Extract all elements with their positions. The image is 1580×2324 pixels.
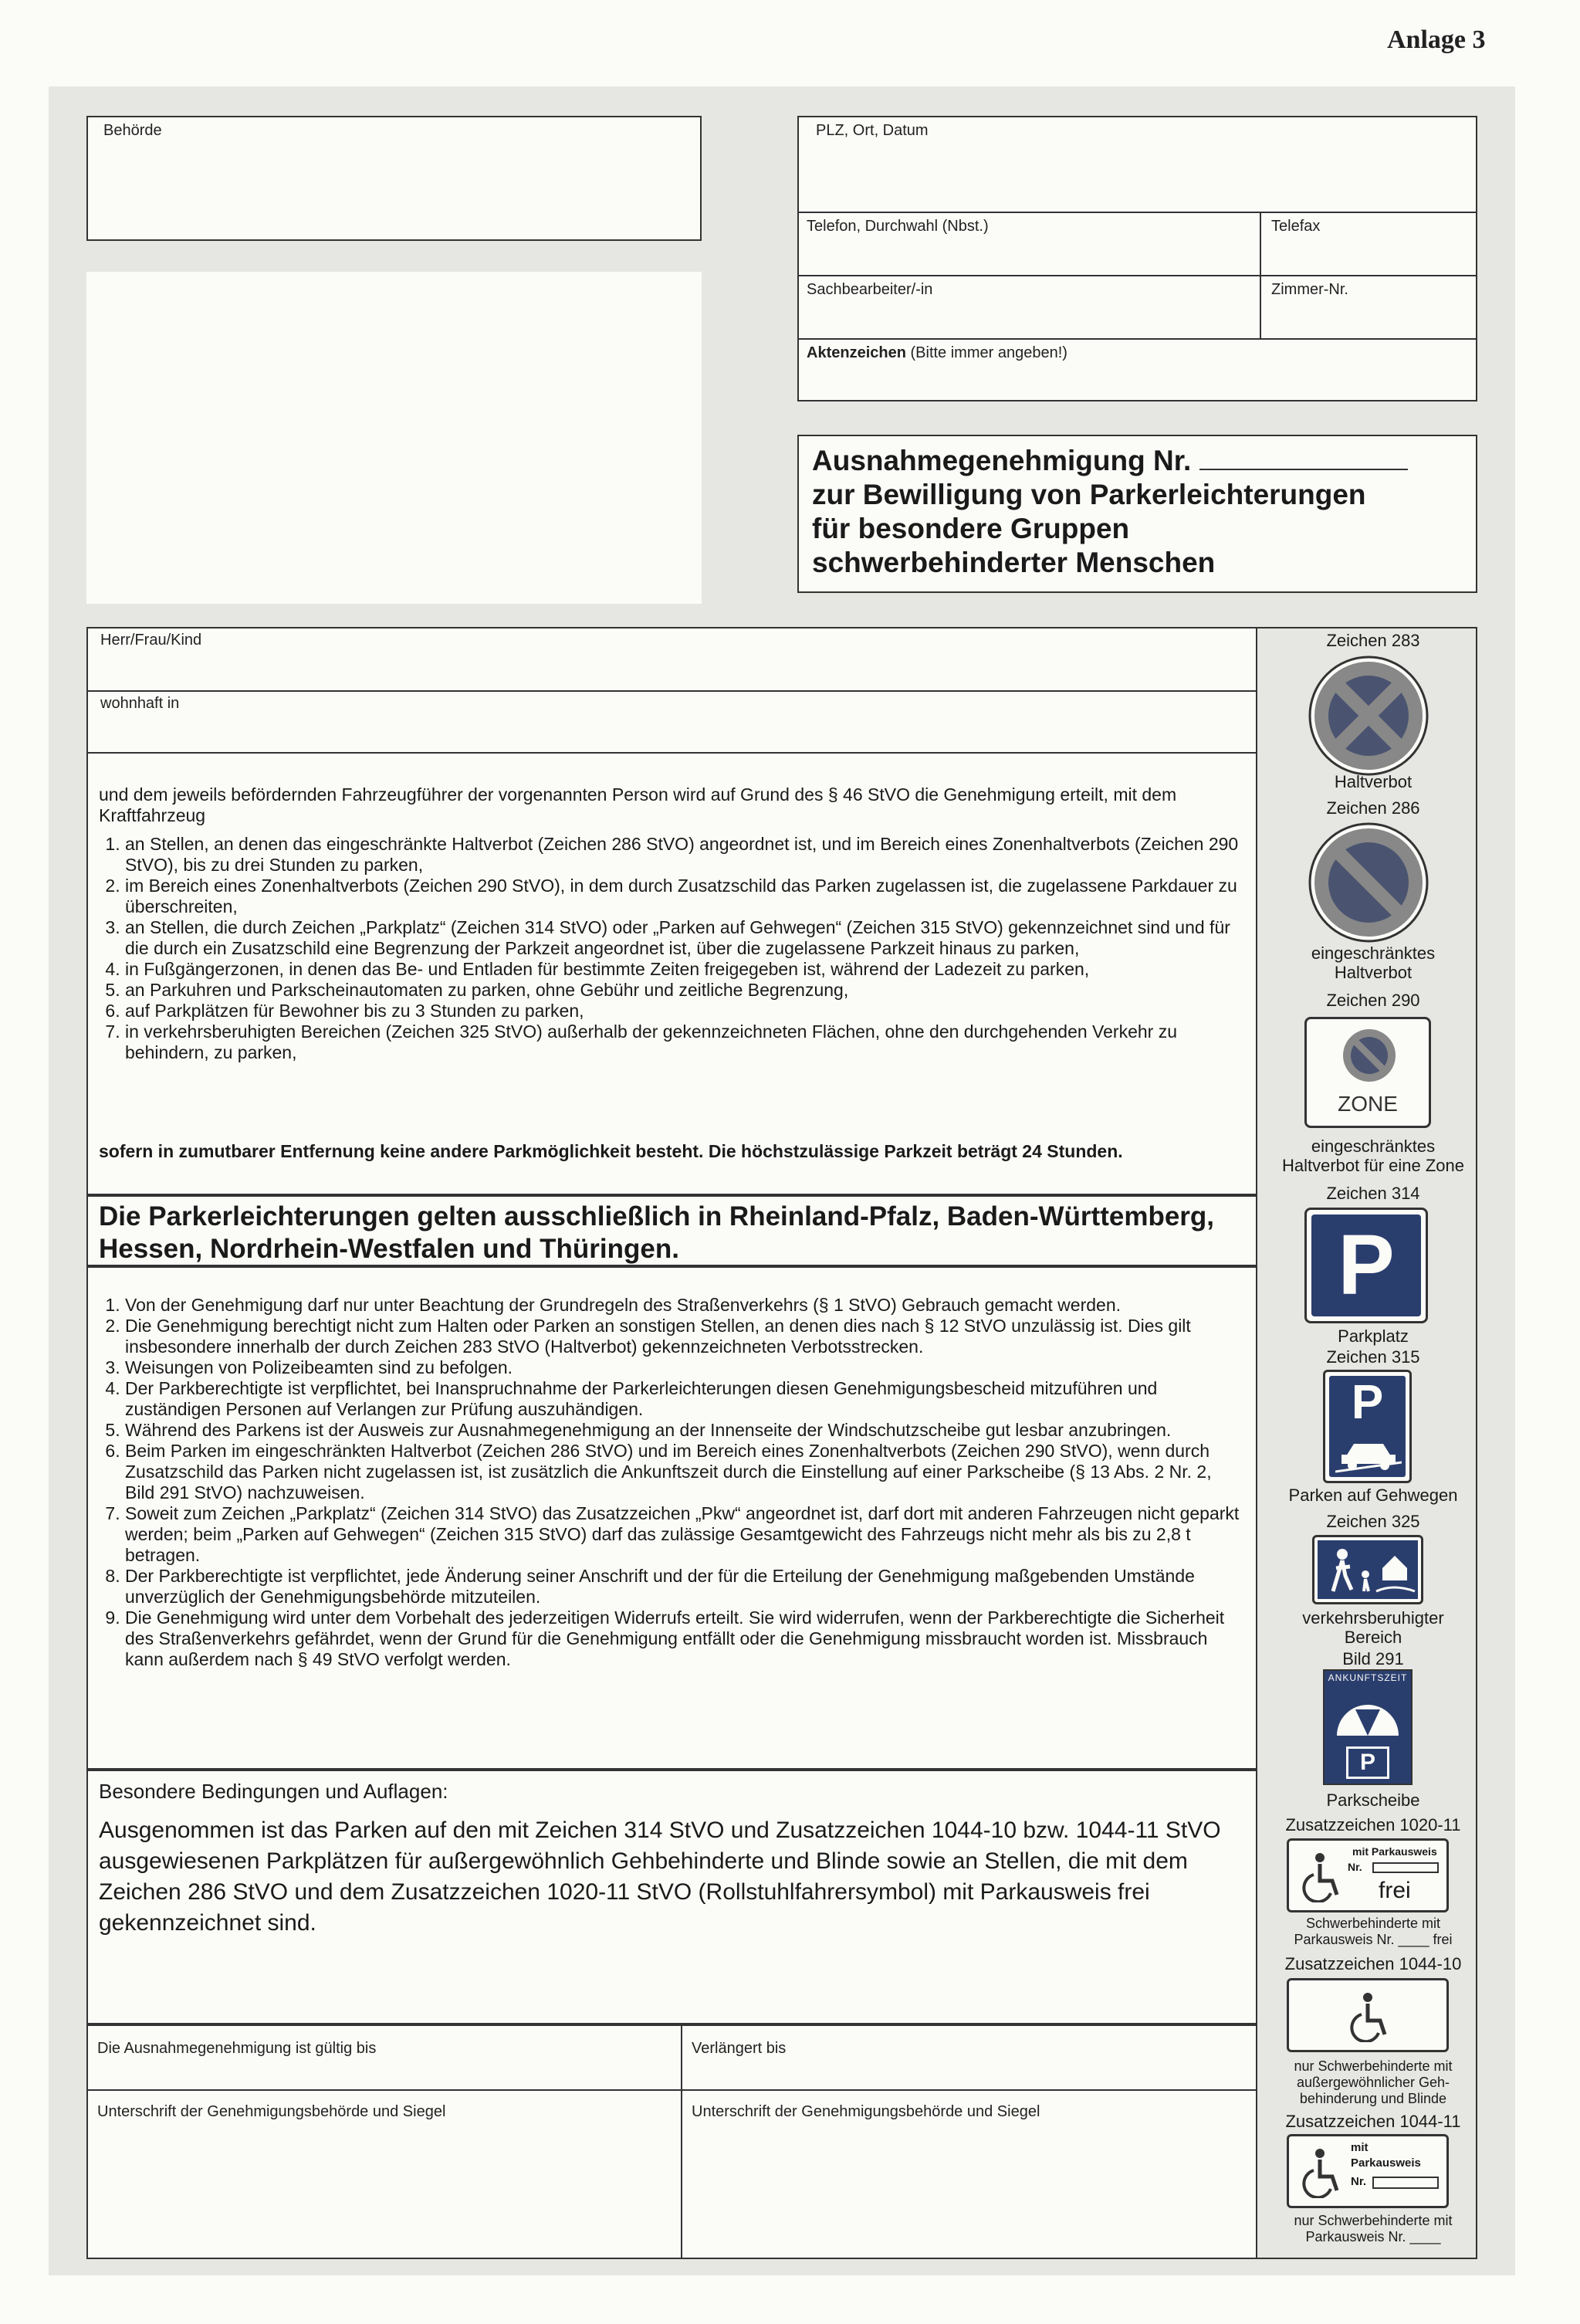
signature-label-right: Unterschrift der Genehmigungsbehörde und Siegel [692, 2103, 1040, 2120]
grant-item: 6. auf Parkplätzen für Bewohner bis zu 3 Stunden zu parken, [125, 1001, 1241, 1021]
signature-label-left: Unterschrift der Genehmigungsbehörde und Siegel [97, 2103, 446, 2120]
special-text: Ausgenommen ist das Parken auf den mit Zeichen 314 StVO und Zusatzzeichen 1044-10 bzw. 1044-11 StVO ausgewiesenen Parkplätzen für außergewöhnlich Gehbehinderte und Blinde sowie an Stellen, die mit dem Zeichen 286 StVO und dem Zusatzzeichen 1020-11 StVO (Rollstuhlfahrersymbol) mit Parkausweis frei gekennzeichnet sind. [99, 1818, 1221, 1936]
wheelchair-sign-frei: frei [1379, 1878, 1411, 1903]
wheelchair-permit-sign-icon [1287, 2134, 1449, 2208]
sign-314-title: Zeichen 314 [1326, 1184, 1420, 1203]
wheelchair-permit-free-sign-icon [1287, 1838, 1449, 1912]
sign-315-caption: Parken auf Gehwegen [1288, 1486, 1458, 1505]
sign-286-caption-1: eingeschränktes [1311, 943, 1436, 963]
divider [799, 275, 1476, 276]
grant-item: 4. in Fußgängerzonen, in denen das Be- und Entladen für bestimmte Zeiten freigegeben ist, während der Ladezeit zu parken, [125, 959, 1241, 980]
add-sign-1044-10-caption-2: außergewöhnlicher Geh- [1296, 2075, 1450, 2090]
sidewalk-sign-letter: P [1351, 1376, 1384, 1429]
divider [799, 212, 1476, 213]
limited-no-stopping-sign-icon [1305, 821, 1432, 944]
sign-286-caption-2: Haltverbot [1334, 963, 1413, 982]
permit-sign-nr: Nr. [1351, 2175, 1367, 2188]
valid-until-label: Die Ausnahmegenehmigung ist gültig bis [97, 2040, 377, 2057]
add-sign-1044-10-caption-1: nur Schwerbehinderte mit [1294, 2058, 1453, 2074]
sign-314-caption: Parkplatz [1338, 1326, 1409, 1346]
divider [681, 2026, 682, 2258]
divider [88, 690, 1256, 692]
divider [799, 338, 1476, 340]
title-line-3: für besondere Gruppen [812, 513, 1130, 544]
title-line-2: zur Bewilligung von Parkerleichterungen [812, 479, 1366, 510]
permit-title [812, 444, 1408, 580]
condition-item: 5. Während des Parkens ist der Ausweis zur Ausnahmegenehmigung an der Innenseite der Windschutzscheibe gut lesbar anzubringen. [125, 1420, 1241, 1441]
name-label: Herr/Frau/Kind [100, 632, 202, 649]
condition-item: 9. Die Genehmigung wird unter dem Vorbehalt des jederzeitigen Widerrufs erteilt. Sie wird widerrufen, wenn der Parkberechtigte die Sicherheit des Straßenverkehrs gefährdet, wenn der Grund für die Genehmigung entfällt oder die Genehmigung missbraucht worden ist. Missbrauch kann außerdem nach § 49 StVO verfolgt werden. [125, 1607, 1241, 1670]
wheelchair-only-sign-icon [1287, 1978, 1449, 2052]
file-ref-label [807, 344, 1067, 362]
grant-list [99, 834, 1241, 1063]
conditions-list [99, 1295, 1241, 1670]
footer-fields [86, 2024, 1257, 2259]
sign-283-caption: Haltverbot [1334, 772, 1413, 791]
title-line-1: Ausnahmegenehmigung Nr. [812, 444, 1408, 478]
permit-number-field [1372, 1862, 1439, 1873]
validity-zone: Die Parkerleichterungen gelten ausschließlich in Rheinland-Pfalz, Baden-Württemberg, Hessen, Nordrhein-Westfalen und Thüringen. [99, 1201, 1215, 1264]
add-sign-1020-caption-1: Schwerbehinderte mit [1305, 1916, 1441, 1931]
divider [88, 2089, 1256, 2091]
authority-box [86, 116, 702, 241]
sign-325-title: Zeichen 325 [1326, 1512, 1420, 1531]
parking-sign-icon [1304, 1208, 1428, 1323]
special-label: Besondere Bedingungen und Auflagen: [99, 1780, 448, 1803]
add-sign-1044-10-caption-3: behinderung und Blinde [1299, 2091, 1447, 2106]
grant-item: 1. an Stellen, an denen das eingeschränkte Haltverbot (Zeichen 286 StVO) angeordnet ist, und im Bereich eines Zonenhaltverbots (Zeichen 290 StVO), bis zu drei Stunden zu parken, [125, 834, 1241, 876]
file-ref-note: (Bitte immer angeben!) [905, 344, 1067, 361]
condition-item: 7. Soweit zum Zeichen „Parkplatz“ (Zeichen 314 StVO) das Zusatzzeichen „Pkw“ angeordnet ist, darf dort mit anderen Fahrzeugen nicht geparkt werden; beim „Parken auf Gehwegen“ (Zeichen 315 StVO) darf das zulässige Gesamtgewicht des Fahrzeugs nicht mehr als bis zu 2,8 t betragen. [125, 1503, 1241, 1566]
condition-item: 2. Die Genehmigung berechtigt nicht zum Halten oder Parken an sonstigen Stellen, an denen dies nach § 12 StVO unzulässig ist. Dies gilt insbesondere innerhalb der durch Zeichen 283 StVO (Haltverbot) gekennzeichneten Verbotsstrecken. [125, 1316, 1241, 1357]
clerk-label: Sachbearbeiter/-in [807, 281, 933, 298]
condition-item: 3. Weisungen von Polizeibeamten sind zu befolgen. [125, 1357, 1241, 1378]
grant-closing: sofern in zumutbarer Entfernung keine andere Parkmöglichkeit besteht. Die höchstzulässige Parkzeit beträgt 24 Stunden. [99, 1141, 1123, 1161]
file-ref-bold: Aktenzeichen [807, 344, 906, 361]
fax-label: Telefax [1271, 218, 1321, 235]
grant-item: 2. im Bereich eines Zonenhaltverbots (Zeichen 290 StVO), in dem durch Zusatzschild das Parken zugelassen ist, die zugelassene Parkdauer zu überschreiten, [125, 876, 1241, 917]
condition-item: 8. Der Parkberechtigte ist verpflichtet, jede Änderung seiner Anschrift und der für die Erteilung der Genehmigung maßgebenden Umstände unverzüglich der Genehmigungsbehörde mitzuteilen. [125, 1566, 1241, 1607]
condition-item: 6. Beim Parken im eingeschränkten Haltverbot (Zeichen 286 StVO) und im Bereich eines Zonenhaltverbots (Zeichen 290 StVO), wenn durch Zusatzschild das Parken nicht zugelassen ist, ist zusätzlich die Ankunftszeit durch die Einstellung auf einer Parkscheibe (§ 13 Abs. 2 Nr. 2, Bild 291 StVO) nachzuweisen. [125, 1441, 1241, 1503]
parking-disc-header: ANKUNFTSZEIT [1328, 1672, 1408, 1683]
sign-290-caption-2: Haltverbot für eine Zone [1281, 1156, 1465, 1175]
parking-disc-letter: P [1359, 1750, 1375, 1775]
sign-290-caption-1: eingeschränktes [1311, 1137, 1436, 1156]
sign-286-title: Zeichen 286 [1326, 798, 1420, 818]
sign-325-caption-1: verkehrsberuhigter [1302, 1608, 1444, 1628]
title-line-4: schwerbehinderter Menschen [812, 547, 1216, 578]
residence-label: wohnhaft in [100, 695, 180, 712]
zone-sign-icon [1304, 1017, 1431, 1128]
sign-290-title: Zeichen 290 [1326, 991, 1420, 1010]
wheelchair-sign-nr: Nr. [1348, 1861, 1362, 1873]
condition-item: 1. Von der Genehmigung darf nur unter Beachtung der Grundregeln des Straßenverkehrs (§ 1 StVO) Gebrauch gemacht werden. [125, 1295, 1241, 1316]
sign-325-caption-2: Bereich [1344, 1628, 1402, 1647]
room-label: Zimmer-Nr. [1271, 281, 1348, 298]
grant-item: 5. an Parkuhren und Parkscheinautomaten zu parken, ohne Gebühr und zeitliche Begrenzung, [125, 980, 1241, 1001]
person-section [86, 627, 1257, 754]
add-sign-1044-10-title: Zusatzzeichen 1044-10 [1284, 1954, 1462, 1973]
authority-label: Behörde [103, 122, 162, 139]
image-291-caption: Parkscheibe [1326, 1790, 1420, 1810]
place-date-label: PLZ, Ort, Datum [816, 122, 929, 139]
extended-label: Verlängert bis [692, 2040, 787, 2057]
header-grid [797, 116, 1477, 401]
parking-sign-letter: P [1338, 1218, 1395, 1313]
no-stopping-sign-icon [1305, 654, 1432, 777]
add-sign-1020-caption-2: Parkausweis Nr. ____ frei [1294, 1932, 1453, 1947]
wheelchair-sign-mit: mit Parkausweis [1352, 1845, 1437, 1858]
annex-label: Anlage 3 [1387, 25, 1486, 54]
permit-sign-mit: mit [1351, 2141, 1369, 2154]
grant-item: 3. an Stellen, die durch Zeichen „Parkplatz“ (Zeichen 314 StVO) oder „Parken auf Gehwegen“ (Zeichen 315 StVO) gekennzeichnet sind und für die durch ein Zusatzschild eine Begrenzung der Parkzeit angeordnet ist, über die zugelassene Parkzeit hinaus zu parken, [125, 917, 1241, 959]
traffic-calmed-sign-icon [1312, 1535, 1423, 1604]
add-sign-1044-11-caption-2: Parkausweis Nr. ____ [1305, 2229, 1441, 2244]
address-window [86, 272, 702, 604]
image-291-title: Bild 291 [1342, 1649, 1404, 1668]
add-sign-1044-11-title: Zusatzzeichen 1044-11 [1285, 2112, 1461, 2131]
permit-number-field [1372, 2177, 1439, 2189]
permit-number-blank [1199, 469, 1408, 470]
permit-sign-pa: Parkausweis [1351, 2156, 1421, 2170]
sign-283-title: Zeichen 283 [1326, 631, 1420, 650]
add-sign-1020-title: Zusatzzeichen 1020-11 [1285, 1815, 1461, 1834]
sidewalk-parking-sign-icon [1323, 1370, 1412, 1483]
phone-label: Telefon, Durchwahl (Nbst.) [807, 218, 989, 235]
condition-item: 4. Der Parkberechtigte ist verpflichtet, bei Inanspruchnahme der Parkerleichterungen diesen Genehmigungsbescheid mitzuführen und zuständigen Personen auf Verlangen zur Prüfung auszuhändigen. [125, 1378, 1241, 1420]
grant-intro: und dem jeweils befördernden Fahrzeugführer der vorgenannten Person wird auf Grund des § 46 StVO die Genehmigung erteilt, mit dem Kraftfahrzeug [99, 784, 1177, 825]
parking-disc-icon [1323, 1669, 1413, 1785]
zone-sign-text: ZONE [1338, 1092, 1398, 1116]
sign-315-title: Zeichen 315 [1326, 1347, 1420, 1367]
grant-item: 7. in verkehrsberuhigten Bereichen (Zeichen 325 StVO) außerhalb der gekennzeichneten Flächen, ohne den durchgehenden Verkehr zu behindern, zu parken, [125, 1021, 1241, 1063]
add-sign-1044-11-caption-1: nur Schwerbehinderte mit [1294, 2213, 1453, 2228]
